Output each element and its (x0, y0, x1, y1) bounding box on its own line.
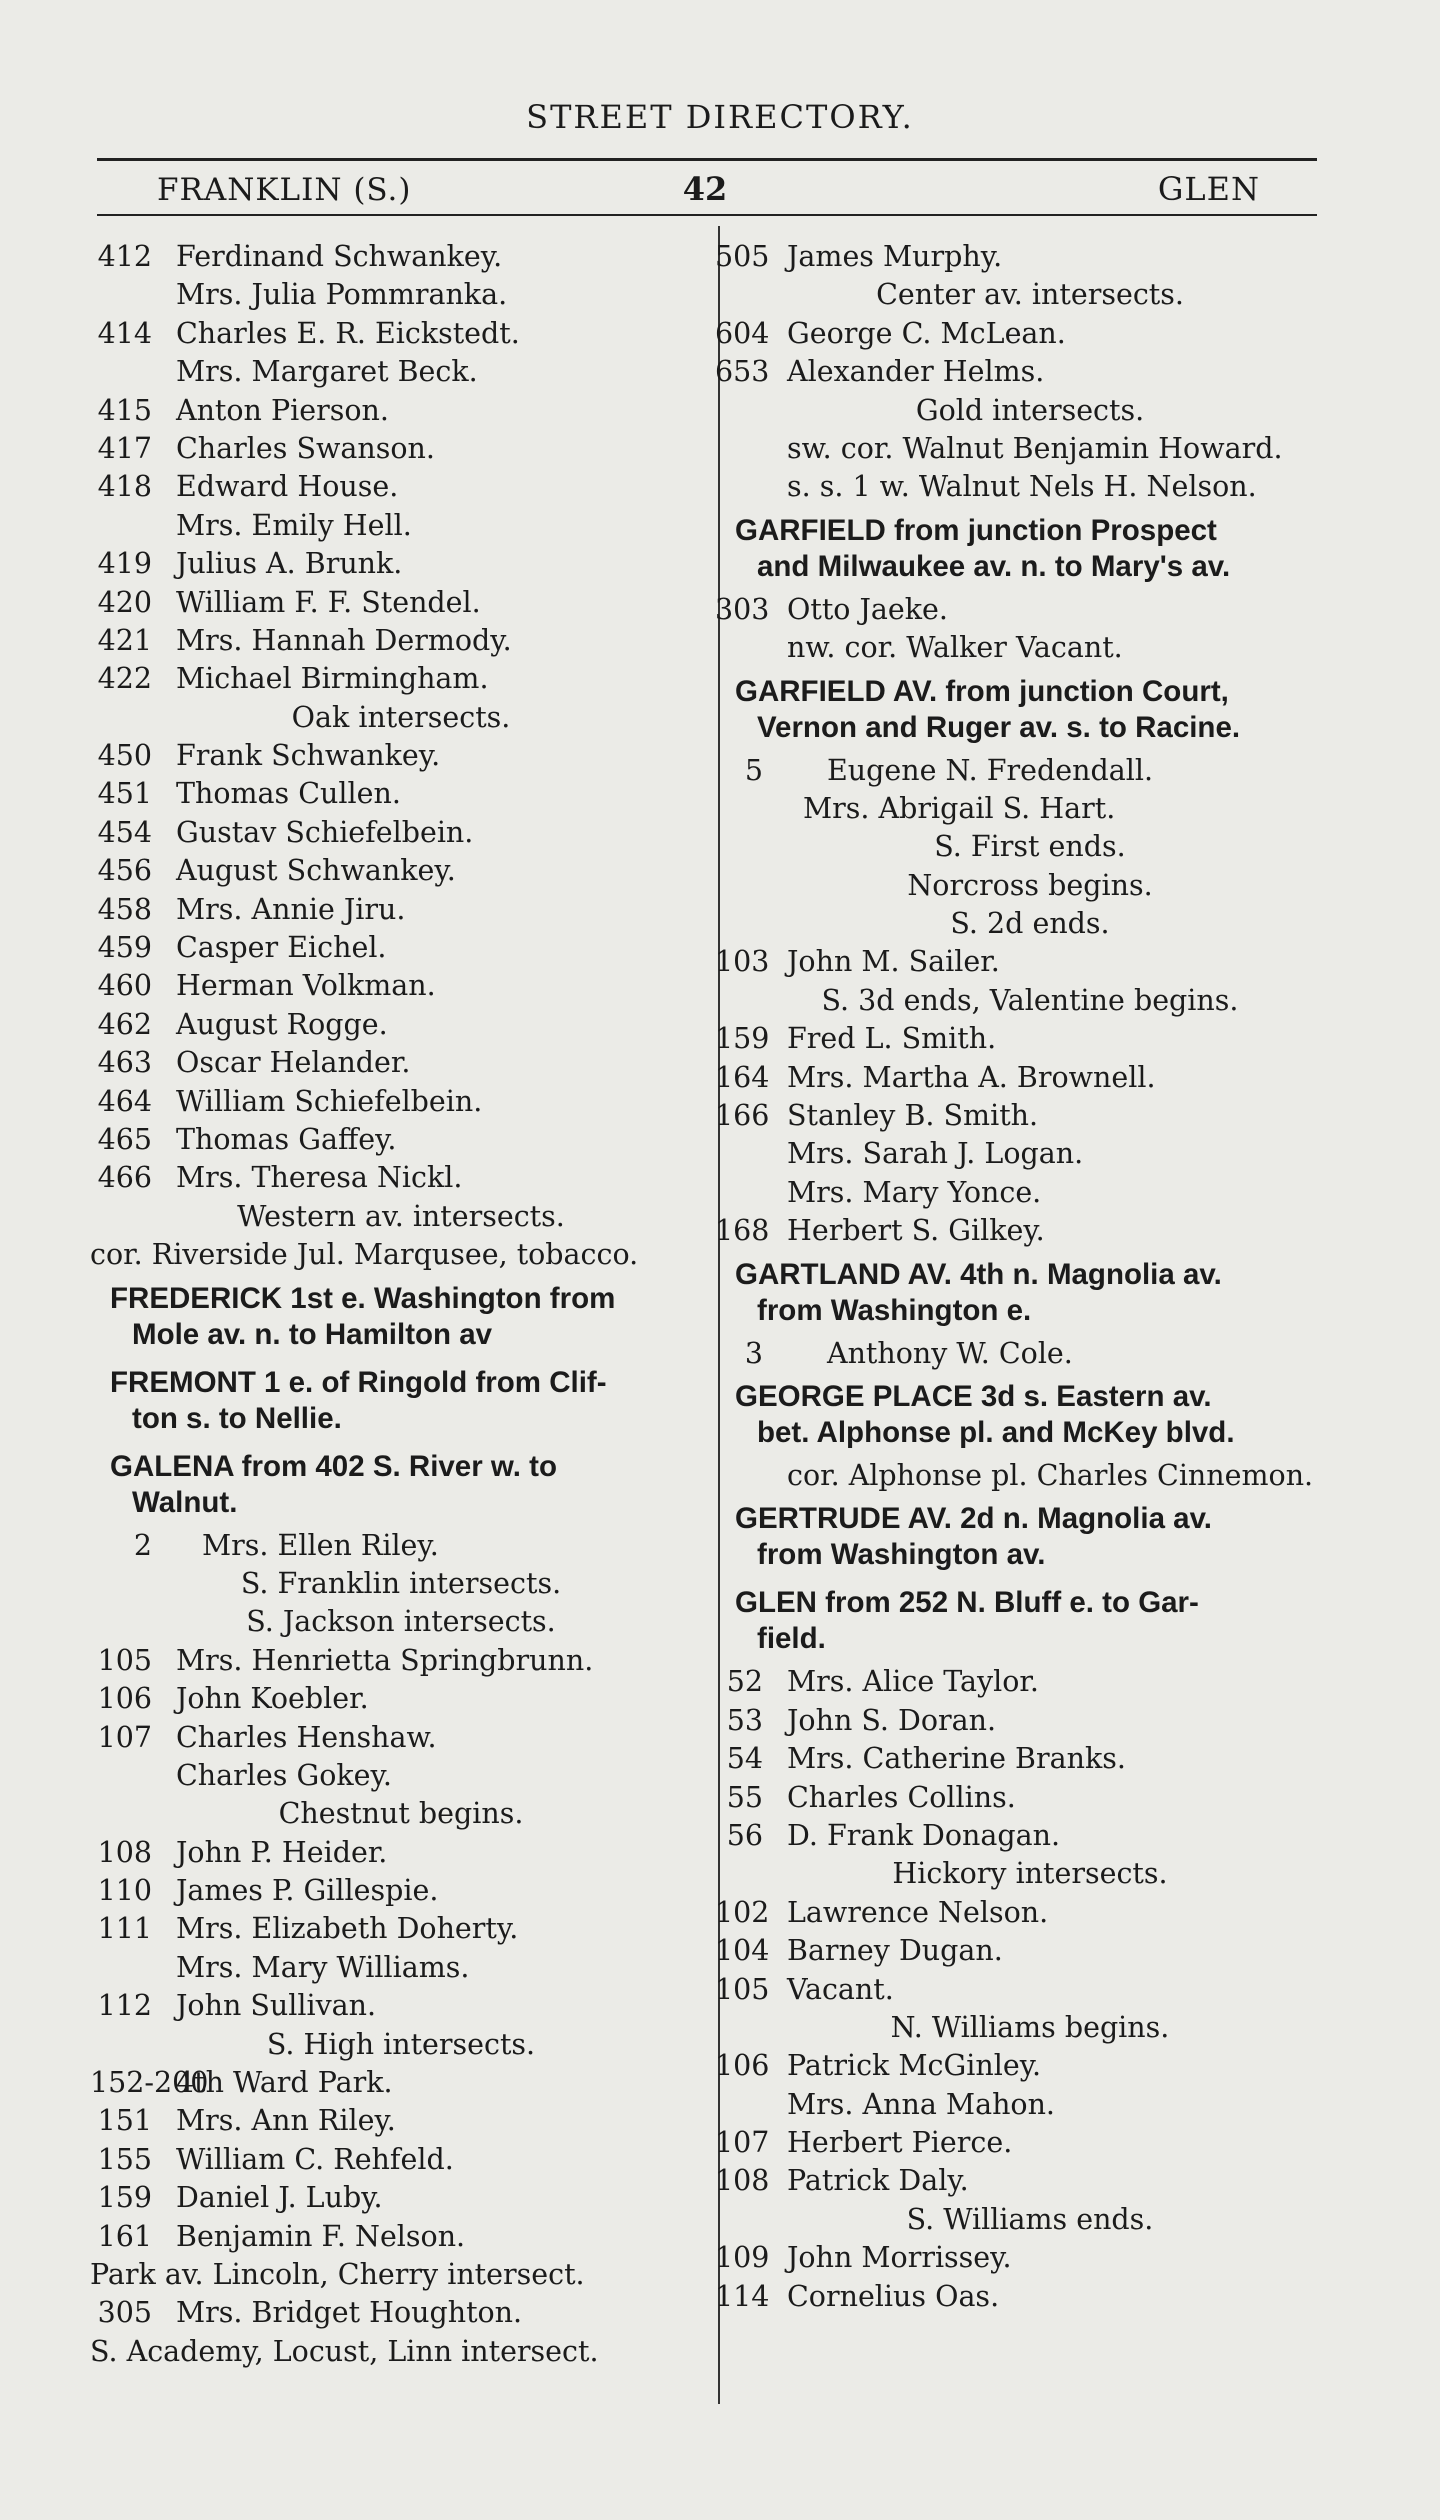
resident-name: Thomas Gaffey. (176, 1122, 397, 1156)
resident-name: 4th Ward Park. (176, 2066, 393, 2100)
resident-name: Mrs. Sarah J. Logan. (787, 1137, 1084, 1171)
directory-entry (715, 315, 1345, 353)
house-number: 152-200 (90, 2066, 209, 2100)
left-column (90, 238, 712, 2371)
resident-name: August Schwankey. (176, 854, 456, 888)
directory-entry (90, 1527, 712, 1565)
header-top-rule (97, 158, 1317, 161)
directory-entry (715, 238, 1345, 276)
directory-entry (715, 1059, 1345, 1097)
directory-entry (715, 1663, 1345, 1701)
house-number: 415 (97, 393, 152, 427)
directory-entry (715, 1779, 1345, 1817)
house-number: 459 (97, 931, 152, 965)
cross-street-note: S. First ends. (934, 830, 1126, 864)
street-heading (715, 668, 1345, 752)
directory-entry (90, 584, 712, 622)
directory-entry (90, 276, 712, 314)
resident-name: Barney Dugan. (787, 1934, 1003, 1968)
directory-entry (90, 660, 712, 698)
directory-entry (90, 1083, 712, 1121)
directory-entry (90, 468, 712, 506)
resident-name: Charles Swanson. (176, 431, 435, 465)
directory-entry (90, 1910, 712, 1948)
street-heading-text: GLEN from 252 N. Bluff e. to Gar- (735, 1586, 1199, 1620)
resident-name: Mrs. Martha A. Brownell. (787, 1060, 1156, 1094)
directory-entry (90, 1044, 712, 1082)
house-number: 107 (97, 1720, 152, 1754)
resident-name: Mrs. Bridget Houghton. (176, 2296, 523, 2330)
directory-entry (715, 1097, 1345, 1135)
directory-entry (90, 545, 712, 583)
house-number: 109 (715, 2241, 770, 2275)
house-number: 55 (726, 1780, 763, 1814)
directory-entry (90, 2141, 712, 2179)
resident-name: S. Academy, Locust, Linn intersect. (90, 2334, 599, 2368)
directory-entry (715, 1702, 1345, 1740)
house-number: 110 (97, 1874, 152, 1908)
directory-entry (90, 2179, 712, 2217)
street-heading-continuation: ton s. to Nellie. (132, 1401, 342, 1435)
resident-name: Ferdinand Schwankey. (176, 240, 503, 273)
directory-entry (715, 1174, 1345, 1212)
directory-entry (715, 1971, 1345, 2009)
right-column (715, 238, 1345, 2316)
resident-name: nw. cor. Walker Vacant. (787, 631, 1123, 665)
house-number: 5 (744, 753, 763, 787)
resident-name: Daniel J. Luby. (176, 2181, 383, 2215)
resident-name: cor. Alphonse pl. Charles Cinnemon. (787, 1458, 1314, 1492)
directory-entry (715, 1932, 1345, 1970)
house-number: 414 (97, 316, 152, 350)
house-number: 53 (726, 1703, 763, 1737)
directory-entry (90, 507, 712, 545)
directory-entry (90, 238, 712, 276)
directory-entry (715, 2239, 1345, 2277)
resident-name: cor. Riverside Jul. Marqusee, tobacco. (90, 1238, 639, 1272)
house-number: 111 (97, 1912, 152, 1946)
house-number: 462 (97, 1007, 152, 1041)
directory-entry (715, 353, 1345, 391)
resident-name: Stanley B. Smith. (787, 1099, 1039, 1133)
resident-name: Mrs. Abrigail S. Hart. (803, 791, 1116, 825)
house-number: 54 (726, 1742, 763, 1776)
street-heading-text: GALENA from 402 S. River w. to (110, 1449, 557, 1483)
resident-name: Mrs. Ann Riley. (176, 2104, 396, 2138)
house-number: 102 (715, 1895, 770, 1929)
house-number: 103 (715, 945, 770, 979)
directory-entry (715, 468, 1345, 506)
resident-name: August Rogge. (176, 1007, 388, 1041)
house-number: 114 (715, 2279, 770, 2313)
resident-name: Anton Pierson. (176, 393, 389, 427)
resident-name: Mrs. Margaret Beck. (176, 355, 478, 389)
cross-street-note: Hickory intersects. (892, 1857, 1168, 1891)
directory-entry (90, 929, 712, 967)
resident-name: William C. Rehfeld. (176, 2142, 454, 2176)
house-number: 161 (97, 2219, 152, 2253)
house-number: 108 (715, 2164, 770, 2198)
house-number: 106 (97, 1682, 152, 1716)
house-number: 106 (715, 2049, 770, 2083)
resident-name: Mrs. Catherine Branks. (787, 1742, 1126, 1776)
house-number: 505 (715, 240, 770, 273)
resident-name: D. Frank Donagan. (787, 1818, 1061, 1852)
street-heading-text: FREDERICK 1st e. Washington from (110, 1281, 616, 1315)
cross-street-note: Center av. intersects. (876, 278, 1184, 312)
street-heading-continuation: Mole av. n. to Hamilton av (132, 1317, 493, 1351)
street-heading (90, 1359, 712, 1443)
resident-name: Mrs. Annie Jiru. (176, 892, 406, 926)
house-number: 653 (715, 355, 770, 389)
house-number: 418 (97, 470, 152, 504)
resident-name: Mrs. Ellen Riley. (202, 1528, 439, 1562)
resident-name: Charles Gokey. (176, 1758, 392, 1792)
directory-entry (715, 1020, 1345, 1058)
street-heading-text: GARFIELD AV. from junction Court, (735, 674, 1229, 708)
page-number: 42 (682, 170, 728, 208)
resident-name: Lawrence Nelson. (787, 1895, 1049, 1929)
directory-entry (715, 2162, 1345, 2200)
directory-entry (715, 1740, 1345, 1778)
cross-street-note: S. Jackson intersects. (246, 1605, 556, 1639)
directory-entry (715, 1457, 1345, 1495)
house-number: 56 (726, 1818, 763, 1852)
directory-entry (90, 2102, 712, 2140)
directory-entry (715, 2278, 1345, 2316)
house-number: 422 (97, 662, 152, 696)
house-number: 466 (97, 1161, 152, 1195)
street-heading-continuation: Walnut. (132, 1485, 238, 1519)
house-number: 419 (97, 547, 152, 581)
resident-name: William F. F. Stendel. (176, 585, 481, 619)
house-number: 159 (97, 2181, 152, 2215)
cross-street-note: S. 3d ends, Valentine begins. (821, 983, 1239, 1017)
street-heading-text: FREMONT 1 e. of Ringold from Clif- (110, 1365, 607, 1399)
directory-entry (90, 2064, 712, 2102)
resident-name: Mrs. Alice Taylor. (787, 1665, 1039, 1699)
house-number: 412 (97, 240, 152, 273)
house-number: 450 (97, 739, 152, 773)
directory-entry (90, 891, 712, 929)
house-number: 454 (97, 815, 152, 849)
house-number: 107 (715, 2126, 770, 2160)
resident-name: John P. Heider. (176, 1835, 388, 1869)
house-number: 164 (715, 1060, 770, 1094)
directory-entry (90, 1006, 712, 1044)
resident-name: Casper Eichel. (176, 931, 387, 965)
resident-name: James Murphy. (787, 240, 1003, 273)
directory-entry (90, 392, 712, 430)
directory-entry (90, 315, 712, 353)
page-title: STREET DIRECTORY. (526, 98, 914, 136)
resident-name: Patrick Daly. (787, 2164, 969, 2198)
cross-street-note: Chestnut begins. (278, 1797, 524, 1831)
resident-name: Patrick McGinley. (787, 2049, 1042, 2083)
resident-name: s. s. 1 w. Walnut Nels H. Nelson. (787, 470, 1257, 504)
resident-name: Mrs. Emily Hell. (176, 508, 412, 542)
resident-name: Herman Volkman. (176, 969, 436, 1003)
resident-name: Mrs. Mary Williams. (176, 1950, 470, 1984)
resident-name: Mrs. Elizabeth Doherty. (176, 1912, 519, 1946)
cross-street-note: S. Williams ends. (906, 2202, 1154, 2236)
resident-name: John Sullivan. (176, 1989, 377, 2023)
street-heading (715, 1579, 1345, 1663)
house-number: 465 (97, 1122, 152, 1156)
directory-entry (90, 1159, 712, 1197)
house-number: 417 (97, 431, 152, 465)
directory-entry (90, 775, 712, 813)
resident-name: Fred L. Smith. (787, 1022, 997, 1056)
street-heading (715, 1251, 1345, 1335)
resident-name: Eugene N. Fredendall. (827, 753, 1154, 787)
resident-name: Herbert Pierce. (787, 2126, 1013, 2160)
running-head-left: FRANKLIN (S.) (157, 172, 412, 208)
resident-name: Park av. Lincoln, Cherry intersect. (90, 2257, 585, 2291)
resident-name: George C. McLean. (787, 316, 1066, 350)
cross-street-note: S. High intersects. (266, 2027, 536, 2061)
directory-entry (715, 2124, 1345, 2162)
house-number: 159 (715, 1022, 770, 1056)
directory-entry (90, 1872, 712, 1910)
resident-name: Gustav Schiefelbein. (176, 815, 474, 849)
resident-name: Frank Schwankey. (176, 739, 441, 773)
resident-name: John Koebler. (176, 1682, 369, 1716)
directory-entry (90, 622, 712, 660)
directory-entry (90, 814, 712, 852)
directory-entry (715, 1135, 1345, 1173)
house-number: 108 (97, 1835, 152, 1869)
cross-street-note: S. 2d ends. (950, 907, 1110, 941)
directory-entry (90, 1642, 712, 1680)
resident-name: Herbert S. Gilkey. (787, 1214, 1045, 1248)
street-heading-text: GEORGE PLACE 3d s. Eastern av. (735, 1379, 1212, 1413)
house-number: 464 (97, 1084, 152, 1118)
house-number: 104 (715, 1934, 770, 1968)
directory-entry (90, 2256, 712, 2294)
house-number: 458 (97, 892, 152, 926)
street-heading-continuation: and Milwaukee av. n. to Mary's av. (757, 549, 1231, 583)
directory-entry (715, 1894, 1345, 1932)
directory-entry (715, 629, 1345, 667)
street-heading-continuation: from Washington e. (757, 1293, 1032, 1327)
house-number: 460 (97, 969, 152, 1003)
house-number: 604 (715, 316, 770, 350)
directory-entry (90, 430, 712, 468)
resident-name: Mrs. Henrietta Springbrunn. (176, 1643, 594, 1677)
resident-name: Otto Jaeke. (787, 592, 948, 626)
house-number: 463 (97, 1046, 152, 1080)
resident-name: Mrs. Julia Pommranka. (176, 278, 508, 312)
directory-entry (715, 943, 1345, 981)
directory-entry (90, 967, 712, 1005)
street-heading-text: GARFIELD from junction Prospect (735, 513, 1217, 547)
directory-entry (90, 1719, 712, 1757)
directory-entry (90, 1987, 712, 2025)
resident-name: Oscar Helander. (176, 1046, 411, 1080)
directory-entry (715, 790, 1345, 828)
resident-name: Anthony W. Cole. (827, 1336, 1073, 1370)
house-number: 155 (97, 2142, 152, 2176)
directory-entry (90, 2333, 712, 2371)
directory-entry (90, 1236, 712, 1274)
house-number: 421 (97, 623, 152, 657)
street-heading (715, 507, 1345, 591)
cross-street-note: Oak intersects. (291, 700, 511, 734)
street-heading (715, 1373, 1345, 1457)
directory-entry (715, 1335, 1345, 1373)
resident-name: William Schiefelbein. (176, 1084, 483, 1118)
house-number: 112 (97, 1989, 152, 2023)
house-number: 303 (715, 592, 770, 626)
resident-name: Alexander Helms. (787, 355, 1045, 389)
directory-entry (715, 752, 1345, 790)
street-heading-continuation: bet. Alphonse pl. and McKey blvd. (757, 1415, 1235, 1449)
directory-entry (90, 353, 712, 391)
resident-name: John S. Doran. (787, 1703, 997, 1737)
house-number: 105 (715, 1972, 770, 2006)
resident-name: Edward House. (176, 470, 399, 504)
directory-entry (715, 1817, 1345, 1855)
house-number: 52 (726, 1665, 763, 1699)
house-number: 166 (715, 1099, 770, 1133)
directory-entry (715, 430, 1345, 468)
street-heading (90, 1443, 712, 1527)
resident-name: sw. cor. Walnut Benjamin Howard. (787, 431, 1283, 465)
cross-street-note: N. Williams begins. (890, 2010, 1170, 2044)
house-number: 168 (715, 1214, 770, 1248)
directory-entry (90, 2294, 712, 2332)
resident-name: Benjamin F. Nelson. (176, 2219, 466, 2253)
street-heading-continuation: field. (757, 1622, 826, 1656)
directory-entry (715, 591, 1345, 629)
directory-entry (90, 1949, 712, 1987)
resident-name: James P. Gillespie. (176, 1874, 439, 1908)
resident-name: Mrs. Mary Yonce. (787, 1175, 1042, 1209)
street-heading-continuation: Vernon and Ruger av. s. to Racine. (757, 710, 1241, 744)
cross-street-note: S. Franklin intersects. (240, 1566, 562, 1600)
cross-street-note: Western av. intersects. (237, 1199, 565, 1233)
street-heading-text: GARTLAND AV. 4th n. Magnolia av. (735, 1257, 1222, 1291)
house-number: 3 (744, 1336, 763, 1370)
house-number: 456 (97, 854, 152, 888)
directory-entry (90, 852, 712, 890)
resident-name: Charles Collins. (787, 1780, 1016, 1814)
resident-name: Mrs. Hannah Dermody. (176, 623, 512, 657)
directory-entry (90, 2218, 712, 2256)
cross-street-note: Gold intersects. (915, 393, 1145, 427)
street-heading-text: GERTRUDE AV. 2d n. Magnolia av. (735, 1502, 1212, 1536)
house-number: 305 (97, 2296, 152, 2330)
house-number: 451 (97, 777, 152, 811)
directory-entry (90, 737, 712, 775)
directory-entry (715, 2047, 1345, 2085)
house-number: 2 (133, 1528, 152, 1562)
cross-street-note: Norcross begins. (907, 868, 1153, 902)
running-head-right: GLEN (1157, 170, 1260, 208)
resident-name: Vacant. (787, 1972, 894, 2006)
resident-name: Thomas Cullen. (176, 777, 401, 811)
resident-name: John M. Sailer. (787, 945, 1000, 979)
resident-name: Cornelius Oas. (787, 2279, 1000, 2313)
street-heading-continuation: from Washington av. (757, 1538, 1046, 1572)
directory-entry (90, 1121, 712, 1159)
house-number: 420 (97, 585, 152, 619)
resident-name: Julius A. Brunk. (176, 547, 403, 581)
resident-name: Charles E. R. Eickstedt. (176, 316, 520, 350)
resident-name: Michael Birmingham. (176, 662, 489, 696)
street-heading (90, 1275, 712, 1359)
street-heading (715, 1495, 1345, 1579)
header-bottom-rule (97, 214, 1317, 216)
house-number: 105 (97, 1643, 152, 1677)
resident-name: Charles Henshaw. (176, 1720, 437, 1754)
directory-entry (715, 2086, 1345, 2124)
directory-entry (90, 1680, 712, 1718)
directory-entry (90, 1834, 712, 1872)
directory-entry (715, 1212, 1345, 1250)
resident-name: Mrs. Anna Mahon. (787, 2087, 1055, 2121)
resident-name: Mrs. Theresa Nickl. (176, 1161, 463, 1195)
directory-entry (90, 1757, 712, 1795)
resident-name: John Morrissey. (787, 2241, 1012, 2275)
house-number: 151 (97, 2104, 152, 2138)
